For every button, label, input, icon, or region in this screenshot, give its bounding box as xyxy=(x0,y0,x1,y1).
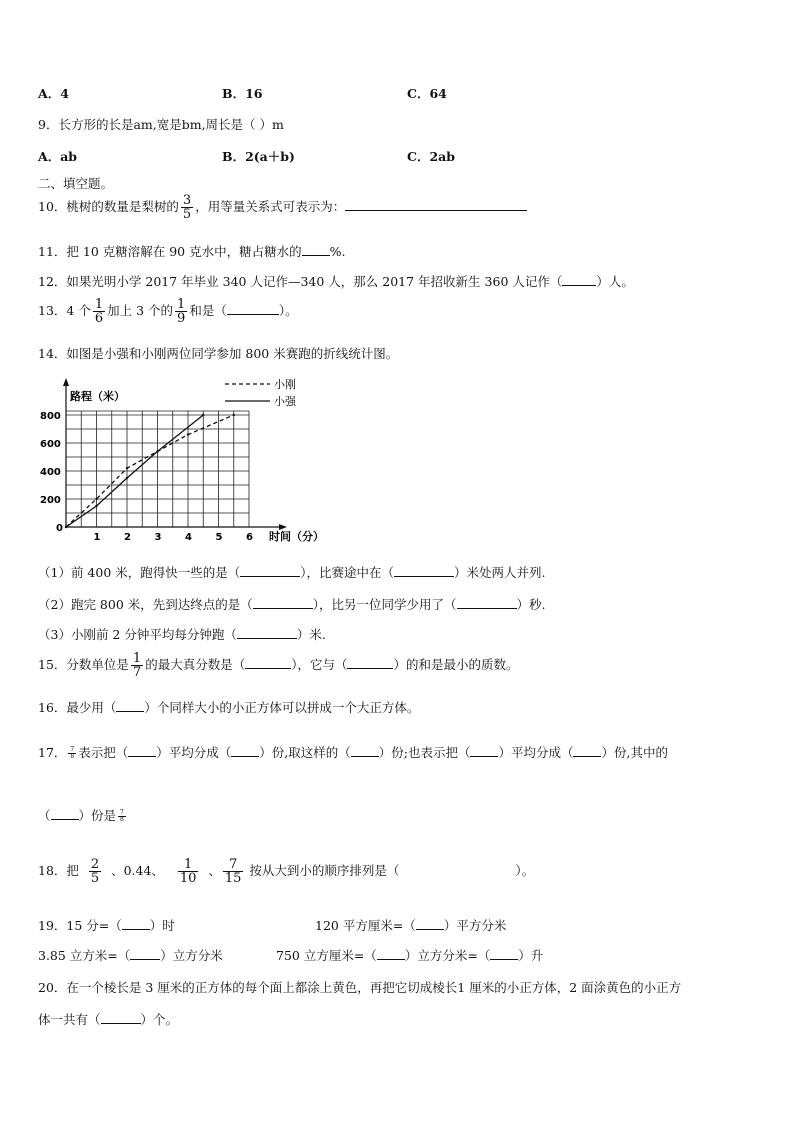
q20-text-2: ）个。 xyxy=(140,1012,179,1027)
q14-part-3-blank[interactable] xyxy=(237,626,297,639)
q18-fraction-2 xyxy=(178,858,199,885)
q18-text: 18．把 xyxy=(38,863,79,878)
q14-part-2-blank-2[interactable] xyxy=(457,596,517,609)
fraction-numerator: 7 xyxy=(229,857,238,872)
data-point xyxy=(156,450,158,452)
q17-blank-5[interactable] xyxy=(573,744,601,757)
q14-part-1-text: （1）前 400 米，跑得快一些的是（ xyxy=(38,565,241,580)
q19-b xyxy=(315,916,506,934)
q14-part-3 xyxy=(38,625,326,643)
fraction-denominator: 6 xyxy=(94,311,104,326)
q9-option-b: B．2(a＋b) xyxy=(222,149,295,164)
q14-stem: 14．如图是小强和小刚两位同学参加 800 米赛跑的折线统计图。 xyxy=(38,346,399,361)
q15-text-4: ）的和是最小的质数。 xyxy=(393,657,519,672)
q17-blank-4[interactable] xyxy=(470,744,498,757)
q19-d-blank-2[interactable] xyxy=(490,947,518,960)
data-point xyxy=(95,505,97,507)
q20-line-2 xyxy=(38,1010,178,1028)
q11-text-2: %. xyxy=(329,244,346,259)
y-axis-arrow xyxy=(63,378,69,386)
x-tick-label: 0 xyxy=(56,523,63,534)
q18-text-5: ）。 xyxy=(515,863,535,878)
q14-part-1-blank-2[interactable] xyxy=(394,564,454,577)
q17-text-7: （ xyxy=(38,808,51,823)
q15-text: 15．分数单位是 xyxy=(38,657,129,672)
q19-a-text-2: ）时 xyxy=(149,918,175,933)
q18-fraction-1 xyxy=(89,858,101,885)
q14-part-2-text: （2）跑完 800 米，先到达终点的是（ xyxy=(38,597,253,612)
q16-answer-blank[interactable] xyxy=(116,699,144,712)
q19-b-text-2: ）平方分米 xyxy=(443,918,507,933)
q16 xyxy=(38,698,419,716)
q10 xyxy=(38,194,527,221)
fraction-numerator: 7 xyxy=(120,809,124,816)
q19-b-blank[interactable] xyxy=(416,917,444,930)
q16-text: 16．最少用（ xyxy=(38,700,117,715)
q17-text-3: ）份,取这样的（ xyxy=(259,745,351,760)
q19-d xyxy=(276,946,543,964)
q14-line-chart xyxy=(30,372,330,552)
q14-part-2-text-3: ）秒. xyxy=(516,597,546,612)
q13 xyxy=(38,298,298,325)
q17-line-2 xyxy=(38,806,128,824)
data-point xyxy=(202,414,204,416)
q15-fraction xyxy=(131,652,143,679)
q18-text-4: 按从大到小的顺序排列是（ xyxy=(249,863,400,878)
q17-text-2: ）平均分成（ xyxy=(156,745,232,760)
y-axis-label: 路程（米） xyxy=(70,390,125,403)
x-tick-label: 3 xyxy=(154,532,162,543)
q11-answer-blank[interactable] xyxy=(302,243,330,256)
q17-number: 17． xyxy=(38,745,67,760)
q14-part-1 xyxy=(38,563,546,581)
fraction-numerator: 1 xyxy=(132,651,142,666)
fraction-denominator: 5 xyxy=(182,207,192,222)
q18 xyxy=(38,858,534,885)
q12-text: 12．如果光明小学 2017 年毕业 340 人记作—340 人，那么 2017 年招收新生 360 人记作（ xyxy=(38,274,563,289)
data-point xyxy=(65,526,67,528)
q12-answer-blank[interactable] xyxy=(562,273,596,286)
q19-c-text: 3.85 立方米=（ xyxy=(38,948,131,963)
q17-blank-2[interactable] xyxy=(231,744,259,757)
legend-label: 小强 xyxy=(274,395,296,408)
y-tick-label: 200 xyxy=(40,495,61,506)
q10-answer-blank[interactable] xyxy=(345,198,527,211)
fraction-denominator: 8 xyxy=(120,816,124,823)
q13-fraction-1 xyxy=(93,298,105,325)
x-tick-label: 2 xyxy=(124,532,131,543)
q17-blank-3[interactable] xyxy=(351,744,379,757)
q19-b-text: 120 平方厘米=（ xyxy=(315,918,416,933)
q17-blank-6[interactable] xyxy=(51,807,79,820)
fraction-numerator: 1 xyxy=(183,857,193,872)
data-point xyxy=(187,433,189,435)
fraction-denominator: 8 xyxy=(70,753,75,760)
q10-fraction xyxy=(181,194,193,221)
q13-text: 13．4 个 xyxy=(38,303,91,318)
q19-a xyxy=(38,916,175,934)
q17-text-6: ）份,其中的 xyxy=(601,745,668,760)
fraction-numerator: 7 xyxy=(70,746,75,753)
data-point xyxy=(126,477,128,479)
q13-fraction-2 xyxy=(175,298,187,325)
q18-text-2: 、0.44、 xyxy=(111,863,164,878)
q17-text-8: ）份是 xyxy=(78,808,117,823)
q19-c-text-2: ）立方分米 xyxy=(160,948,223,963)
data-point xyxy=(95,498,97,500)
q17-line-1 xyxy=(38,743,668,761)
q19-d-text-3: ）升 xyxy=(518,948,544,963)
q19-a-blank[interactable] xyxy=(122,917,150,930)
q12-text-2: ）人。 xyxy=(596,274,634,289)
data-point xyxy=(126,467,128,469)
y-tick-label: 600 xyxy=(40,439,61,450)
q14-part-3-text-2: ）米. xyxy=(296,627,326,642)
q15-blank-2[interactable] xyxy=(347,656,393,669)
q14-part-1-text-2: ），比赛途中在（ xyxy=(300,565,395,580)
q14-part-2-text-2: ），比另一位同学少用了（ xyxy=(312,597,457,612)
q20-line-1: 20．在一个棱长是 3 厘米的正方体的每个面上都涂上黄色，再把它切成棱长1 厘米的小正方体，2 面涂黄色的小正方 xyxy=(38,980,682,995)
x-tick-label: 6 xyxy=(246,532,253,543)
q19-a-text: 19．15 分=（ xyxy=(38,918,122,933)
q18-text-3: 、 xyxy=(208,863,221,878)
q10-text: 10．桃树的数量是梨树的 xyxy=(38,199,179,214)
data-point xyxy=(233,414,235,416)
fraction-denominator: 5 xyxy=(90,871,100,886)
q19-d-blank-1[interactable] xyxy=(377,947,405,960)
q16-text-2: ）个同样大小的小正方体可以拼成一个大正方体。 xyxy=(144,700,420,715)
q8-option-b: B．16 xyxy=(222,86,263,101)
q15-text-2: 的最大真分数是（ xyxy=(145,657,246,672)
x-tick-label: 1 xyxy=(93,532,101,543)
q14-part-1-blank-1[interactable] xyxy=(240,564,300,577)
fraction-numerator: 3 xyxy=(182,193,192,208)
q13-text-4: ）。 xyxy=(278,303,298,318)
q9-option-c: C．2ab xyxy=(407,149,455,164)
x-tick-label: 4 xyxy=(185,532,192,543)
fraction-denominator: 9 xyxy=(177,311,186,326)
q15-blank-1[interactable] xyxy=(245,656,291,669)
q17-fraction xyxy=(68,747,76,760)
q13-answer-blank[interactable] xyxy=(227,302,279,315)
y-tick-label: 800 xyxy=(40,411,61,422)
fraction-numerator: 2 xyxy=(90,857,100,872)
fraction-denominator: 7 xyxy=(132,665,142,680)
q14-part-1-text-3: ）米处两人并列. xyxy=(454,565,546,580)
q19-d-text-2: ）立方分米=（ xyxy=(404,948,491,963)
q8-option-c: C．64 xyxy=(407,86,447,101)
q19-c xyxy=(38,946,223,964)
q17-text-1: 表示把（ xyxy=(78,745,129,760)
fraction-numerator: 1 xyxy=(177,297,186,312)
x-tick-label: 5 xyxy=(215,532,223,543)
q8-option-a: A．4 xyxy=(38,86,69,101)
fraction-numerator: 1 xyxy=(94,297,104,312)
q18-fraction-3 xyxy=(223,858,244,885)
q19-c-blank[interactable] xyxy=(130,947,160,960)
q17-text-5: ）平均分成（ xyxy=(498,745,574,760)
q19-d-text: 750 立方厘米=（ xyxy=(276,948,377,963)
q14-part-3-text: （3）小刚前 2 分钟平均每分钟跑（ xyxy=(38,627,237,642)
q15 xyxy=(38,652,518,679)
q14-part-2 xyxy=(38,595,546,613)
q15-text-3: ），它与（ xyxy=(291,657,348,672)
q17-blank-1[interactable] xyxy=(128,744,156,757)
x-axis-label: 时间（分） xyxy=(269,530,324,543)
legend-label: 小刚 xyxy=(274,378,296,391)
q9-option-a: A．ab xyxy=(38,149,78,164)
q12 xyxy=(38,272,634,290)
q14-part-2-blank-1[interactable] xyxy=(253,596,313,609)
q20-text: 体一共有（ xyxy=(38,1012,101,1027)
fraction-denominator: 10 xyxy=(179,871,197,886)
y-tick-label: 400 xyxy=(40,467,61,478)
q13-text-2: 加上 3 个的 xyxy=(107,303,174,318)
q20-answer-blank[interactable] xyxy=(101,1011,141,1024)
q10-text-2: ，用等量关系式可表示为： xyxy=(195,199,346,214)
q17-text-4: ）份;也表示把（ xyxy=(378,745,471,760)
fraction-denominator: 15 xyxy=(224,871,242,886)
section-heading: 二、填空题。 xyxy=(38,176,114,191)
q17-fraction-2 xyxy=(118,810,126,823)
q9-stem: 9．长方形的长是am,宽是bm,周长是（ ）m xyxy=(38,117,284,132)
q11 xyxy=(38,242,345,260)
q13-text-3: 和是（ xyxy=(189,303,227,318)
q11-text: 11．把 10 克糖溶解在 90 克水中，糖占糖水的 xyxy=(38,244,302,259)
